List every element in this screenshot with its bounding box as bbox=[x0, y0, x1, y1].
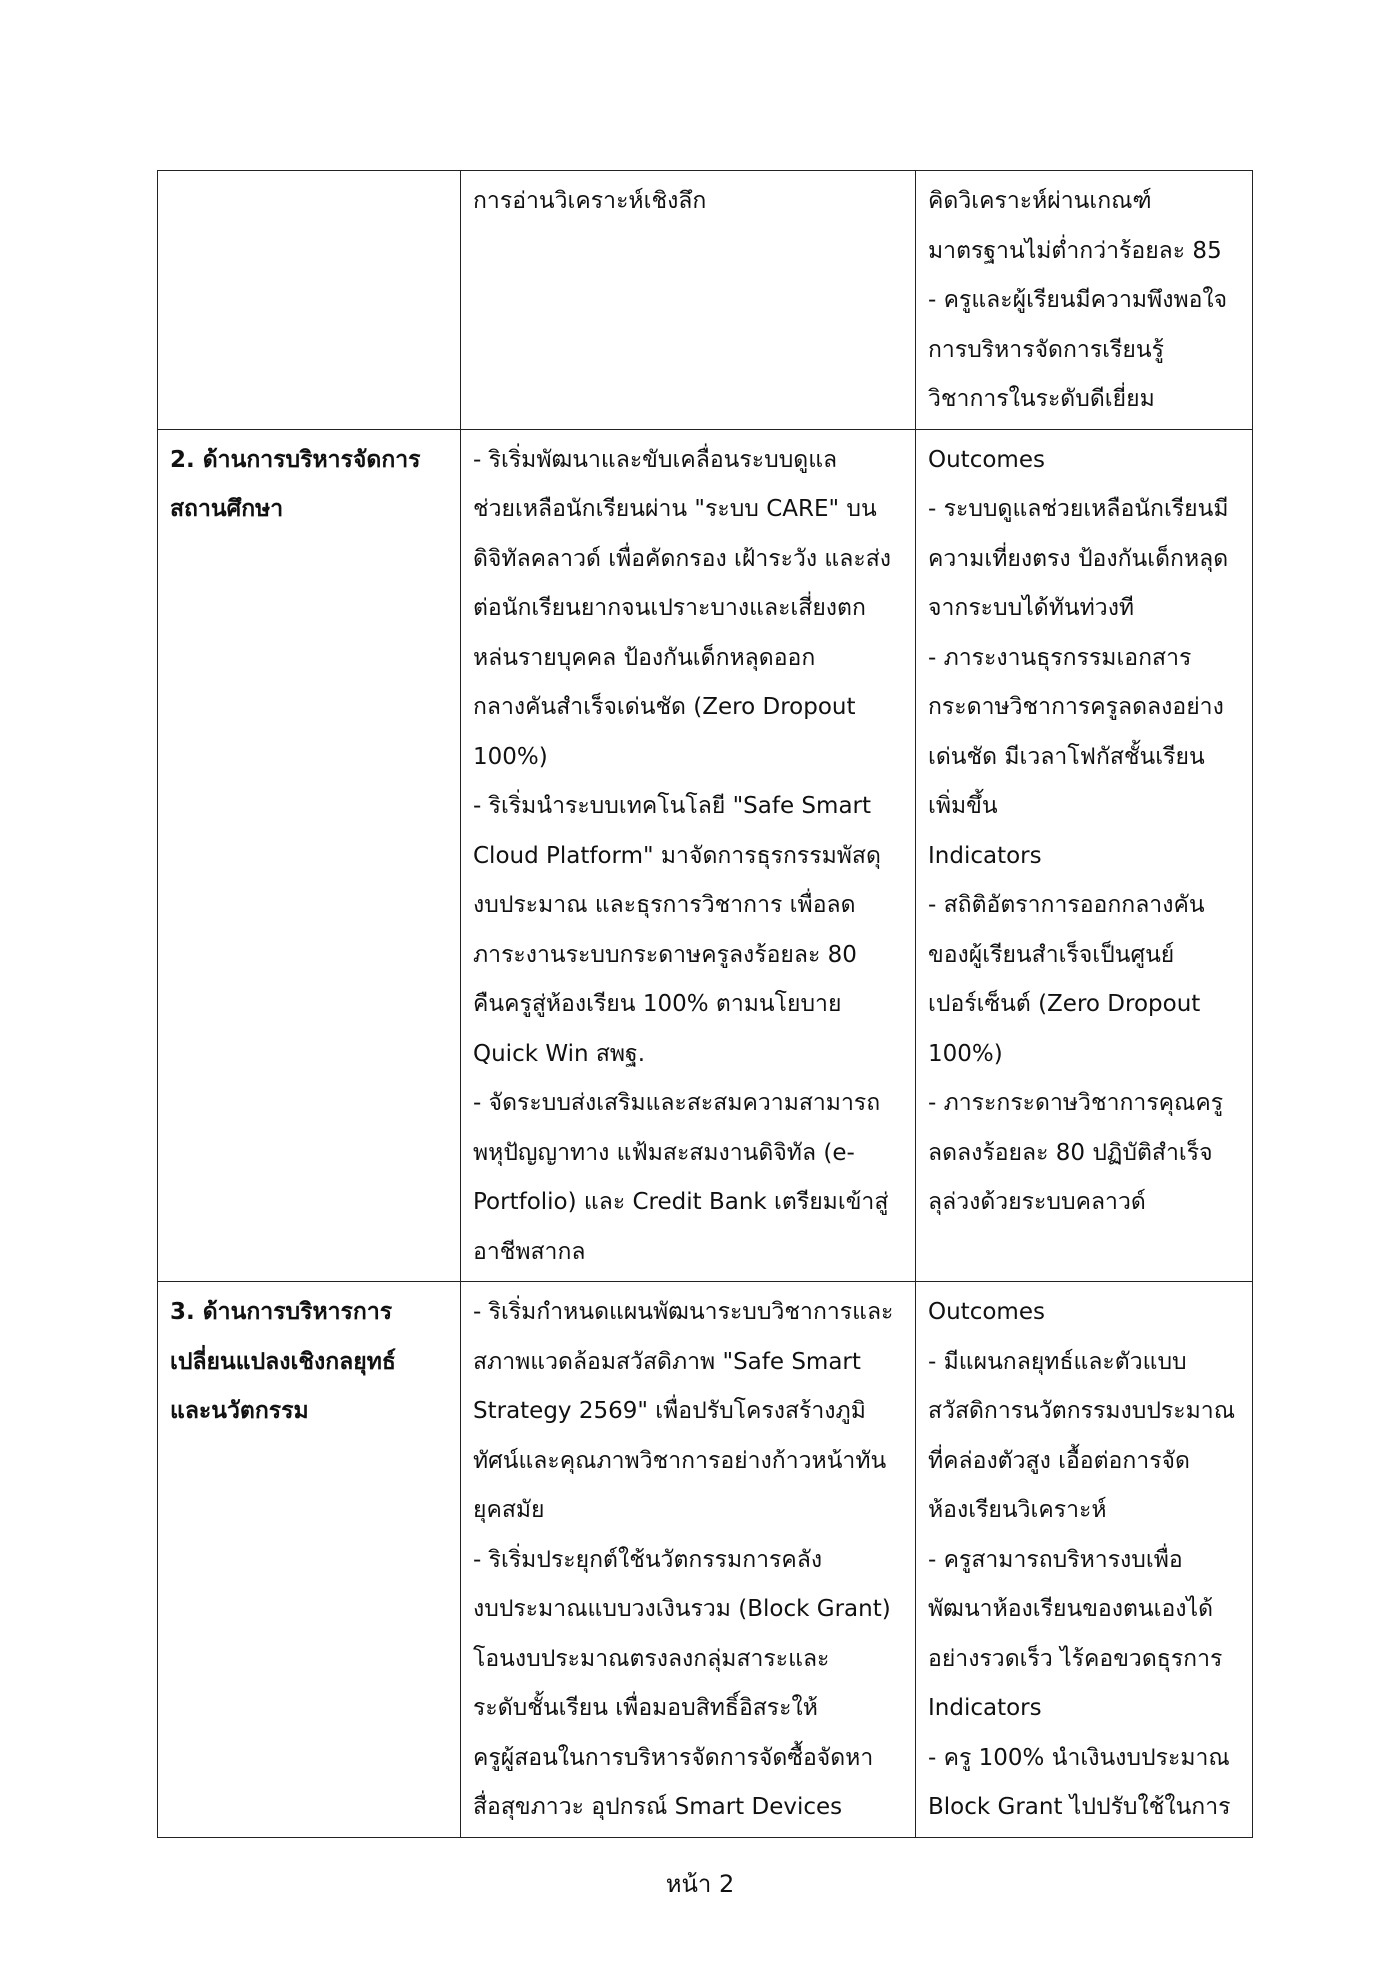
cell-line: เปอร์เซ็นต์ (Zero Dropout bbox=[928, 991, 1201, 1017]
cell-line: สถานศึกษา bbox=[170, 496, 284, 522]
result-cell bbox=[916, 171, 1253, 430]
cell-line: ดิจิทัลคลาวด์ เพื่อคัดกรอง เฝ้าระวัง และส่ง bbox=[473, 545, 891, 572]
cell-line: - ภาระงานธุรกรรมเอกสาร bbox=[928, 644, 1192, 671]
cell-line: ของผู้เรียนสำเร็จเป็นศูนย์ bbox=[928, 941, 1175, 968]
cell-line: สวัสดิการนวัตกรรมงบประมาณ bbox=[928, 1398, 1236, 1424]
cell-line: อย่างรวดเร็ว ไร้คอขวดธุรการ bbox=[928, 1645, 1223, 1672]
cell-line: เด่นชัด มีเวลาโฟกัสชั้นเรียน bbox=[928, 743, 1205, 770]
table-body bbox=[158, 171, 1253, 1838]
cell-line: Quick Win สพฐ. bbox=[473, 1040, 646, 1067]
cell-line: กระดาษวิชาการครูลดลงอย่าง bbox=[928, 694, 1224, 720]
cell-line: - สถิติอัตราการออกกลางคัน bbox=[928, 892, 1205, 918]
cell-line: - ริเริ่มพัฒนาและขับเคลื่อนระบบดูแล bbox=[473, 446, 838, 473]
cell-line: - ระบบดูแลช่วยเหลือนักเรียนมี bbox=[928, 496, 1229, 522]
cell-line: - ภาระกระดาษวิชาการคุณครู bbox=[928, 1090, 1224, 1116]
cell-line: Outcomes bbox=[928, 1299, 1045, 1325]
cell-line: - ริเริ่มประยุกต์ใช้นวัตกรรมการคลัง bbox=[473, 1546, 823, 1573]
cell-line: การอ่านวิเคราะห์เชิงลึก bbox=[473, 188, 707, 214]
cell-line: - ครู 100% นำเงินงบประมาณ bbox=[928, 1744, 1230, 1771]
cell-line: ลุล่วงด้วยระบบคลาวด์ bbox=[928, 1189, 1146, 1215]
table-row bbox=[158, 171, 1253, 430]
cell-line: ระดับชั้นเรียน เพื่อมอบสิทธิ์อิสระให้ bbox=[473, 1695, 818, 1721]
cell-line: อาชีพสากล bbox=[473, 1238, 586, 1265]
cell-line: งบประมาณ และธุรการวิชาการ เพื่อลด bbox=[473, 892, 856, 918]
cell-line: Indicators bbox=[928, 1695, 1042, 1721]
cell-line: Outcomes bbox=[928, 446, 1045, 473]
cell-line: เปลี่ยนแปลงเชิงกลยุทธ์ bbox=[170, 1348, 396, 1375]
cell-line: จากระบบได้ทันท่วงที bbox=[928, 595, 1135, 621]
cell-line: พหุปัญญาทาง แฟ้มสะสมงานดิจิทัล (e- bbox=[473, 1139, 855, 1166]
cell-line: กลางคันสำเร็จเด่นชัด (Zero Dropout bbox=[473, 694, 856, 720]
cell-line: ทัศน์และคุณภาพวิชาการอย่างก้าวหน้าทัน bbox=[473, 1447, 887, 1474]
cell-line: ที่คล่องตัวสูง เอื้อต่อการจัด bbox=[928, 1447, 1190, 1474]
cell-line: สื่อสุขภาวะ อุปกรณ์ Smart Devices bbox=[473, 1794, 843, 1820]
table-row bbox=[158, 429, 1253, 1282]
topic-cell bbox=[158, 1282, 461, 1838]
content-table bbox=[157, 170, 1253, 1838]
topic-cell bbox=[158, 429, 461, 1282]
cell-line: การบริหารจัดการเรียนรู้ bbox=[928, 336, 1164, 363]
cell-line: โอนงบประมาณตรงลงกลุ่มสาระและ bbox=[473, 1645, 830, 1672]
action-cell bbox=[461, 429, 916, 1282]
cell-line: สภาพแวดล้อมสวัสดิภาพ "Safe Smart bbox=[473, 1348, 861, 1375]
result-cell bbox=[916, 1282, 1253, 1838]
cell-line: ภาระงานระบบกระดาษครูลงร้อยละ 80 bbox=[473, 941, 857, 968]
cell-line: 100%) bbox=[473, 743, 548, 770]
cell-line: - ริเริ่มกำหนดแผนพัฒนาระบบวิชาการและ bbox=[473, 1299, 894, 1325]
cell-line: - ริเริ่มนำระบบเทคโนโลยี "Safe Smart bbox=[473, 793, 872, 819]
action-cell bbox=[461, 171, 916, 430]
cell-line: ครูผู้สอนในการบริหารจัดการจัดซื้อจัดหา bbox=[473, 1744, 874, 1771]
action-cell bbox=[461, 1282, 916, 1838]
cell-line: ห้องเรียนวิเคราะห์ bbox=[928, 1497, 1107, 1523]
result-cell bbox=[916, 429, 1253, 1282]
cell-line: คิดวิเคราะห์ผ่านเกณฑ์ bbox=[928, 188, 1152, 214]
cell-line: วิชาการในระดับดีเยี่ยม bbox=[928, 386, 1155, 412]
cell-line: Block Grant ไปปรับใช้ในการ bbox=[928, 1794, 1231, 1820]
cell-line: มาตรฐานไม่ต่ำกว่าร้อยละ 85 bbox=[928, 237, 1222, 264]
cell-line: Cloud Platform" มาจัดการธุรกรรมพัสดุ bbox=[473, 842, 881, 869]
page-number: หน้า 2 bbox=[665, 1870, 735, 1898]
cell-line: งบประมาณแบบวงเงินรวม (Block Grant) bbox=[473, 1596, 891, 1622]
cell-line: 3. ด้านการบริหารการ bbox=[170, 1299, 393, 1325]
cell-line: คืนครูสู่ห้องเรียน 100% ตามนโยบาย bbox=[473, 991, 842, 1017]
cell-line: - มีแผนกลยุทธ์และตัวแบบ bbox=[928, 1348, 1187, 1375]
cell-line: 2. ด้านการบริหารจัดการ bbox=[170, 446, 421, 473]
cell-line: Indicators bbox=[928, 842, 1042, 869]
cell-line: เพิ่มขึ้น bbox=[928, 793, 998, 819]
cell-line: และนวัตกรรม bbox=[170, 1398, 309, 1424]
cell-line: ยุคสมัย bbox=[473, 1497, 545, 1523]
cell-line: พัฒนาห้องเรียนของตนเองได้ bbox=[928, 1596, 1214, 1622]
topic-cell bbox=[158, 171, 461, 430]
cell-line: Strategy 2569" เพื่อปรับโครงสร้างภูมิ bbox=[473, 1398, 866, 1424]
cell-line: - ครูสามารถบริหารงบเพื่อ bbox=[928, 1546, 1183, 1573]
cell-line: Portfolio) และ Credit Bank เตรียมเข้าสู่ bbox=[473, 1189, 889, 1215]
cell-line: - ครูและผู้เรียนมีความพึงพอใจ bbox=[928, 287, 1228, 313]
cell-line: ช่วยเหลือนักเรียนผ่าน "ระบบ CARE" บน bbox=[473, 496, 877, 522]
cell-line: ความเที่ยงตรง ป้องกันเด็กหลุด bbox=[928, 545, 1229, 572]
cell-line: ลดลงร้อยละ 80 ปฏิบัติสำเร็จ bbox=[928, 1139, 1213, 1166]
cell-line: 100%) bbox=[928, 1040, 1003, 1067]
cell-line: - จัดระบบส่งเสริมและสะสมความสามารถ bbox=[473, 1090, 881, 1116]
table-row bbox=[158, 1282, 1253, 1838]
cell-line: หล่นรายบุคคล ป้องกันเด็กหลุดออก bbox=[473, 644, 816, 671]
cell-line: ต่อนักเรียนยากจนเปราะบางและเสี่ยงตก bbox=[473, 595, 866, 621]
